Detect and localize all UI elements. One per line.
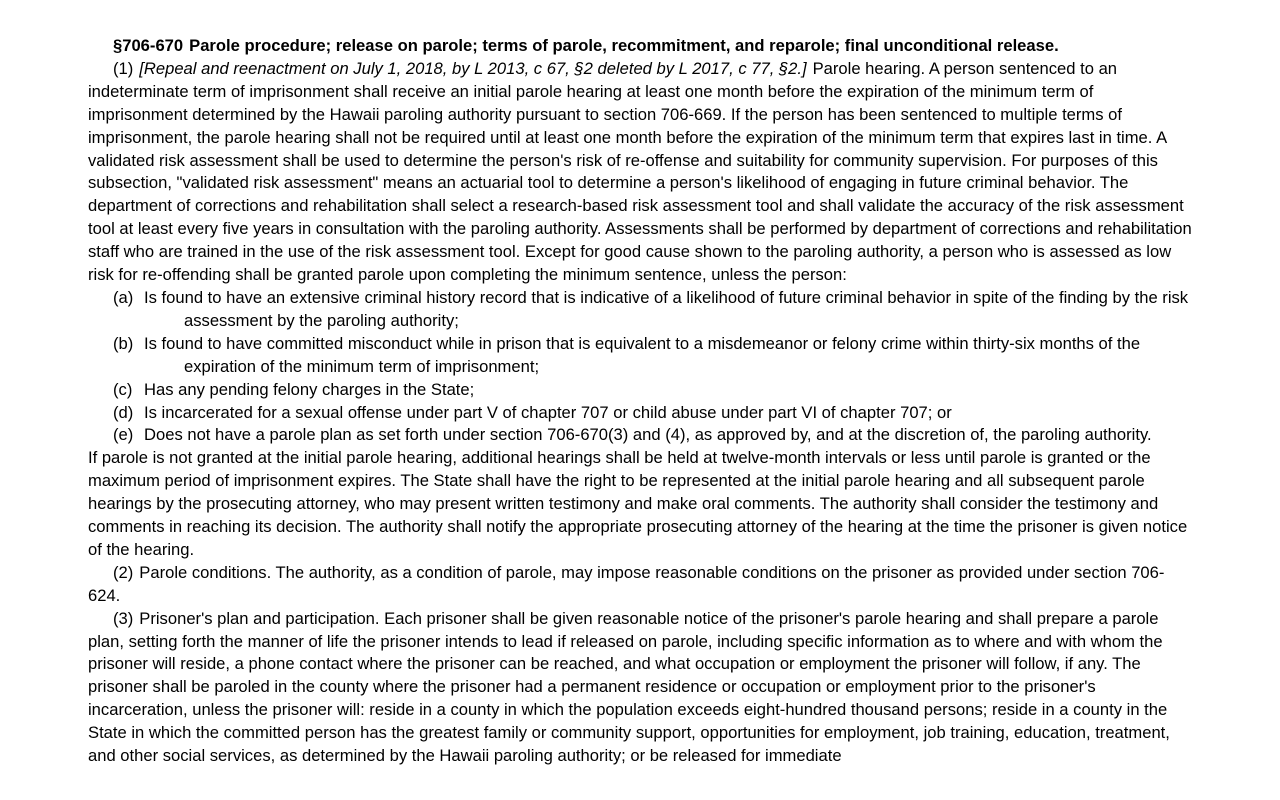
subsection-3: [88, 608, 1194, 768]
list-item-label: (e): [113, 425, 134, 445]
list-item-text: Is found to have an extensive criminal history record that is indicative of a likelihood of future criminal behavior in spite of the finding by the risk assessment by the paroling authority;: [144, 287, 1189, 330]
list-item-text: Is incarcerated for a sexual offense under part V of chapter 707 or child abuse under part VI of chapter 707; or: [144, 402, 952, 422]
list-item-label: (d): [113, 402, 134, 422]
subsection-1-closing: If parole is not granted at the initial parole hearing, additional hearings shall be held at twelve-month intervals or less until parole is granted or the maximum period of imprisonment expires. The State shall have the right to be represented at the initial parole hearing and all subsequent parole hearings by the prosecuting attorney, who may present written testimony and make oral comments. The authority shall consider the testimony and comments in reaching its decision. The authority shall notify the appropriate prosecuting attorney of the hearing at the time the prisoner is given notice of the hearing.: [88, 448, 1188, 559]
list-item-label: (b): [113, 333, 134, 353]
subsection-1: [88, 58, 1194, 287]
subsection-1-label: (1): [113, 58, 134, 78]
list-item-e: [88, 424, 1194, 447]
list-item-text: Is found to have committed misconduct while in prison that is equivalent to a misdemeanor or felony crime within thirty-six months of the expiration of the minimum term of imprisonment;: [144, 333, 1141, 376]
subsection-2: [88, 562, 1194, 608]
list-item-label: (c): [113, 379, 133, 399]
section-number: §706-670: [113, 36, 184, 55]
list-item-c: [88, 379, 1194, 402]
subsection-3-body: Prisoner's plan and participation. Each prisoner shall be given reasonable notice of the prisoner's parole hearing and shall prepare a parole plan, setting forth the manner of life the prisoner intends to lead if released on parole, including specific information as to where and with whom the prisoner will reside, a phone contact where the prisoner can be reached, and what occupation or employment the prisoner will follow, if any. The prisoner shall be paroled in the county where the prisoner had a permanent residence or occupation or employment prior to the prisoner's incarceration, unless the prisoner will: reside in a county in which the population exceeds eight-hundred thousand persons; reside in a county in the State in which the committed person has the greatest family or community support, opportunities for employment, job training, education, treatment, and other social services, as determined by the Hawaii paroling authority; or be released for immediate: [88, 608, 1170, 766]
list-item-a: [88, 287, 1194, 333]
subsection-3-label: (3): [113, 608, 134, 628]
subsection-2-label: (2): [113, 562, 134, 582]
subsection-1-body: Parole hearing. A person sentenced to an indeterminate term of imprisonment shall receive an initial parole hearing at least one month before the expiration of the minimum term of imprisonment determined by the Hawaii paroling authority pursuant to section 706-669. If the person has been sentenced to multiple terms of imprisonment, the parole hearing shall not be required until at least one month before the expiration of the minimum term that expires last in time. A validated risk assessment shall be used to determine the person's risk of re-offense and suitability for community supervision. For purposes of this subsection, "validated risk assessment" means an actuarial tool to determine a person's likelihood of engaging in future criminal behavior. The department of corrections and rehabilitation shall select a research-based risk assessment tool and shall validate the accuracy of the risk assessment tool at least every five years in consultation with the paroling authority. Assessments shall be performed by department of corrections and rehabilitation staff who are trained in the use of the risk assessment tool. Except for good cause shown to the paroling authority, a person who is assessed as low risk for re-offending shall be granted parole upon completing the minimum sentence, unless the person:: [88, 58, 1192, 285]
list-item-text: Does not have a parole plan as set forth under section 706-670(3) and (4), as approved by, and at the discretion of, the paroling authority.: [144, 425, 1152, 445]
section-heading: [88, 35, 1194, 58]
list-item-b: [88, 333, 1194, 379]
list-item-d: [88, 402, 1194, 425]
statute-document: [88, 35, 1194, 768]
subsection-2-body: Parole conditions. The authority, as a condition of parole, may impose reasonable conditions on the prisoner as provided under section 706-624.: [88, 562, 1165, 605]
history-note: [Repeal and reenactment on July 1, 2018, by L 2013, c 67, §2 deleted by L 2017, c 77, §2.]: [139, 58, 807, 78]
list-item-label: (a): [113, 287, 134, 307]
section-title: Parole procedure; release on parole; terms of parole, recommitment, and reparole; final unconditional release.: [189, 36, 1059, 55]
list-item-text: Has any pending felony charges in the State;: [144, 379, 475, 399]
